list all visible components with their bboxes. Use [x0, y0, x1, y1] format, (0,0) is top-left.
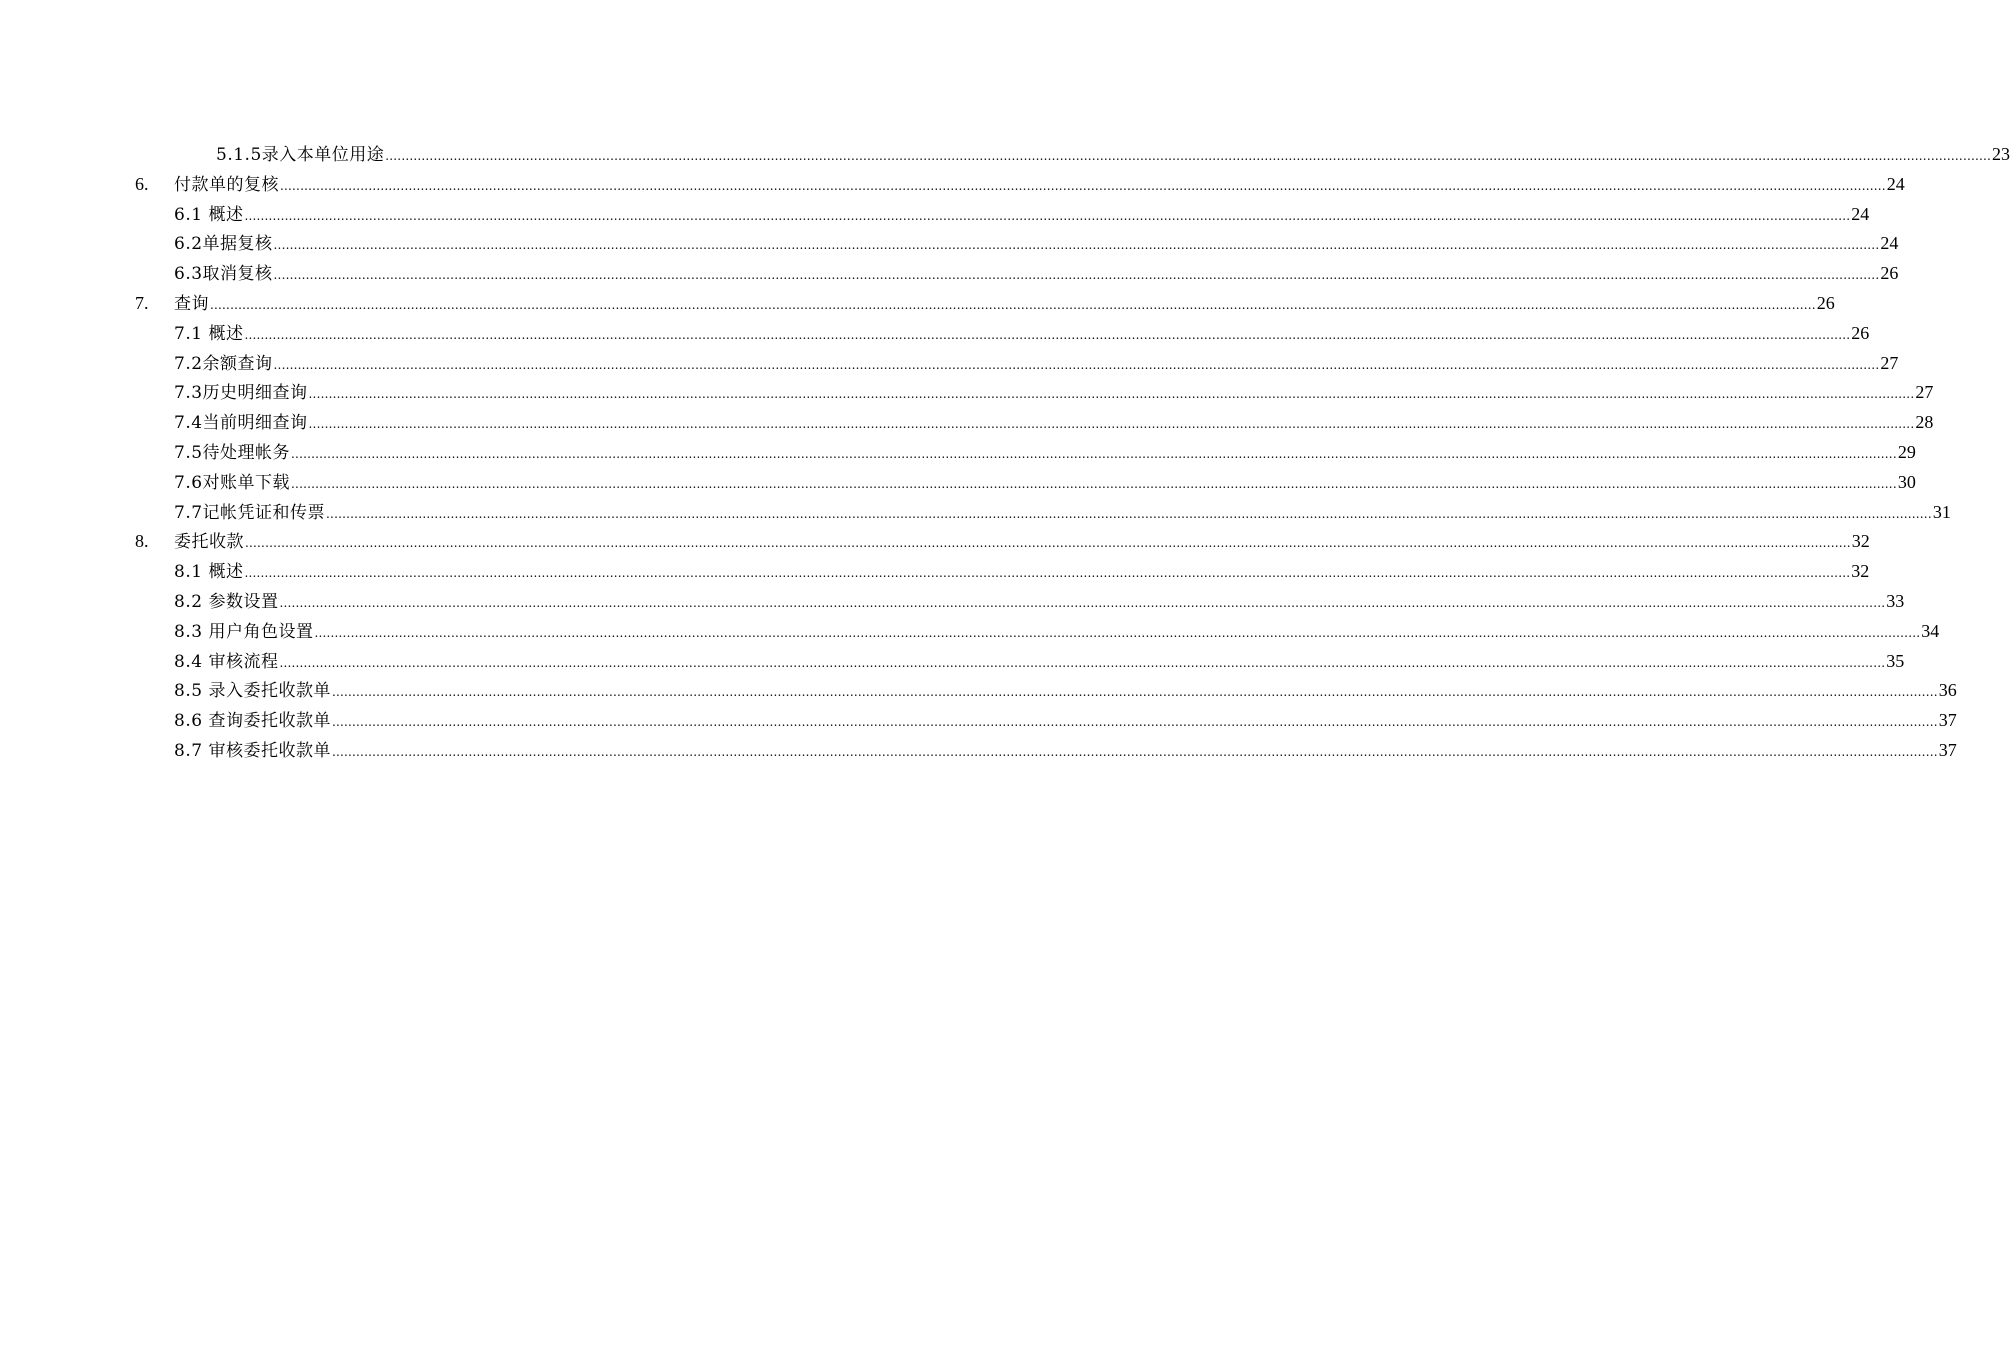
toc-entry-page: 28: [1915, 412, 1934, 433]
toc-entry-title: 7.7记帐凭证和传票: [174, 502, 326, 523]
toc-entry-6-2[interactable]: [0, 229, 1899, 259]
toc-entry-title: 7.5待处理帐务: [174, 442, 291, 463]
toc-entry-7-6[interactable]: [0, 468, 1916, 498]
toc-entry-title: 8.4 审核流程: [174, 651, 279, 672]
toc-entry-6-1[interactable]: [0, 200, 1870, 230]
dot-leader: ................................................................................................................................................................................................................................................................................................................................................................................................................: [385, 149, 1992, 163]
dot-leader: ................................................................................................................................................................................................................................................................................................................................................................................................................: [280, 178, 1886, 193]
toc-entry-page: 24: [1886, 173, 1905, 194]
toc-entry-8-3[interactable]: [0, 617, 1940, 647]
toc-entry-title: 7.1 概述: [174, 323, 244, 344]
toc-entry-page: 26: [1816, 292, 1835, 313]
toc-entry-page: 36: [1938, 680, 1957, 701]
dot-leader: ................................................................................................................................................................................................................................................................................................................................................................................................................: [314, 625, 1921, 640]
toc-entry-8-5[interactable]: [0, 676, 1957, 706]
toc-entry-5-1-5[interactable]: [0, 140, 2010, 170]
dot-leader: ................................................................................................................................................................................................................................................................................................................................................................................................................: [244, 327, 1851, 342]
toc-entry-title: 7.6对账单下载: [174, 472, 291, 493]
toc-entry-number: 8.: [135, 531, 149, 552]
dot-leader: ................................................................................................................................................................................................................................................................................................................................................................................................................: [331, 744, 1938, 759]
toc-entry-title: 付款单的复核: [174, 174, 279, 195]
toc-entry-title: 6.3取消复核: [174, 264, 273, 285]
toc-entry-title: 7.4当前明细查询: [174, 413, 308, 434]
dot-leader: ................................................................................................................................................................................................................................................................................................................................................................................................................: [279, 655, 1886, 670]
dot-leader: ................................................................................................................................................................................................................................................................................................................................................................................................................: [273, 268, 1880, 283]
toc-entry-page: 32: [1851, 561, 1870, 582]
toc-entry-title: 8.5 录入委托收款单: [174, 681, 331, 702]
toc-entry-7-3[interactable]: [0, 378, 1934, 408]
toc-entry-page: 35: [1886, 650, 1905, 671]
toc-entry-page: 26: [1880, 263, 1899, 284]
dot-leader: ................................................................................................................................................................................................................................................................................................................................................................................................................: [291, 446, 1897, 461]
toc-entry-page: 31: [1932, 501, 1951, 522]
dot-leader: ................................................................................................................................................................................................................................................................................................................................................................................................................: [273, 357, 1880, 372]
toc-entry-page: 24: [1851, 203, 1870, 224]
toc-entry-6-3[interactable]: [0, 259, 1899, 289]
dot-leader: ................................................................................................................................................................................................................................................................................................................................................................................................................: [308, 417, 1915, 432]
toc-entry-title: 6.2单据复核: [174, 234, 273, 255]
toc-entry-title: 8.6 查询委托收款单: [174, 711, 331, 732]
toc-entry-page: 32: [1851, 531, 1870, 552]
toc-entry-7-4[interactable]: [0, 408, 1934, 438]
dot-leader: ................................................................................................................................................................................................................................................................................................................................................................................................................: [326, 506, 1932, 521]
toc-entry-8-2[interactable]: [0, 587, 1905, 617]
dot-leader: ................................................................................................................................................................................................................................................................................................................................................................................................................: [331, 685, 1938, 700]
toc-entry-title: 8.1 概述: [174, 562, 244, 583]
toc-entry-8-7[interactable]: [0, 736, 1957, 766]
toc-entry-8-4[interactable]: [0, 647, 1905, 677]
dot-leader: ................................................................................................................................................................................................................................................................................................................................................................................................................: [291, 476, 1897, 491]
dot-leader: ................................................................................................................................................................................................................................................................................................................................................................................................................: [331, 715, 1938, 730]
dot-leader: ................................................................................................................................................................................................................................................................................................................................................................................................................: [245, 536, 1851, 551]
toc-entry-6[interactable]: [0, 170, 1905, 200]
toc-entry-page: 24: [1880, 233, 1899, 254]
toc-entry-7-5[interactable]: [0, 438, 1916, 468]
dot-leader: ................................................................................................................................................................................................................................................................................................................................................................................................................: [279, 595, 1886, 610]
toc-entry-7-2[interactable]: [0, 349, 1899, 379]
dot-leader: ................................................................................................................................................................................................................................................................................................................................................................................................................: [273, 238, 1880, 253]
toc-entry-8-1[interactable]: [0, 557, 1870, 587]
toc-entry-title: 8.7 审核委托收款单: [174, 740, 331, 761]
toc-entry-title: 8.2 参数设置: [174, 591, 279, 612]
toc-entry-title: 7.2余额查询: [174, 353, 273, 374]
toc-entry-title: 6.1 概述: [174, 204, 244, 225]
toc-entry-page: 37: [1938, 710, 1957, 731]
toc-entry-title: 委托收款: [174, 532, 244, 553]
dot-leader: ................................................................................................................................................................................................................................................................................................................................................................................................................: [244, 566, 1851, 581]
toc-entry-title: 8.3 用户角色设置: [174, 621, 314, 642]
toc-entry-7-7[interactable]: [0, 498, 1951, 528]
toc-entry-title: 5.1.5录入本单位用途: [216, 145, 385, 165]
toc-entry-page: 30: [1897, 471, 1916, 492]
toc-entry-page: 26: [1851, 322, 1870, 343]
dot-leader: ................................................................................................................................................................................................................................................................................................................................................................................................................: [244, 208, 1851, 223]
toc-entry-page: 34: [1921, 620, 1940, 641]
dot-leader: ................................................................................................................................................................................................................................................................................................................................................................................................................: [210, 297, 1816, 312]
dot-leader: ................................................................................................................................................................................................................................................................................................................................................................................................................: [308, 387, 1915, 402]
toc-entry-page: 27: [1915, 382, 1934, 403]
toc-entry-page: 23: [1992, 144, 2010, 164]
toc-entry-page: 27: [1880, 352, 1899, 373]
toc-entry-8-6[interactable]: [0, 706, 1957, 736]
toc-entry-page: 33: [1886, 590, 1905, 611]
toc-entry-number: 7.: [135, 292, 149, 313]
toc-entry-7-1[interactable]: [0, 319, 1870, 349]
toc-entry-page: 29: [1897, 441, 1916, 462]
toc-entry-title: 7.3历史明细查询: [174, 383, 308, 404]
table-of-contents: [0, 140, 2010, 766]
toc-entry-8[interactable]: [0, 527, 1870, 557]
toc-entry-7[interactable]: [0, 289, 1835, 319]
toc-entry-number: 6.: [135, 173, 149, 194]
toc-entry-title: 查询: [174, 293, 209, 314]
toc-entry-page: 37: [1938, 739, 1957, 760]
